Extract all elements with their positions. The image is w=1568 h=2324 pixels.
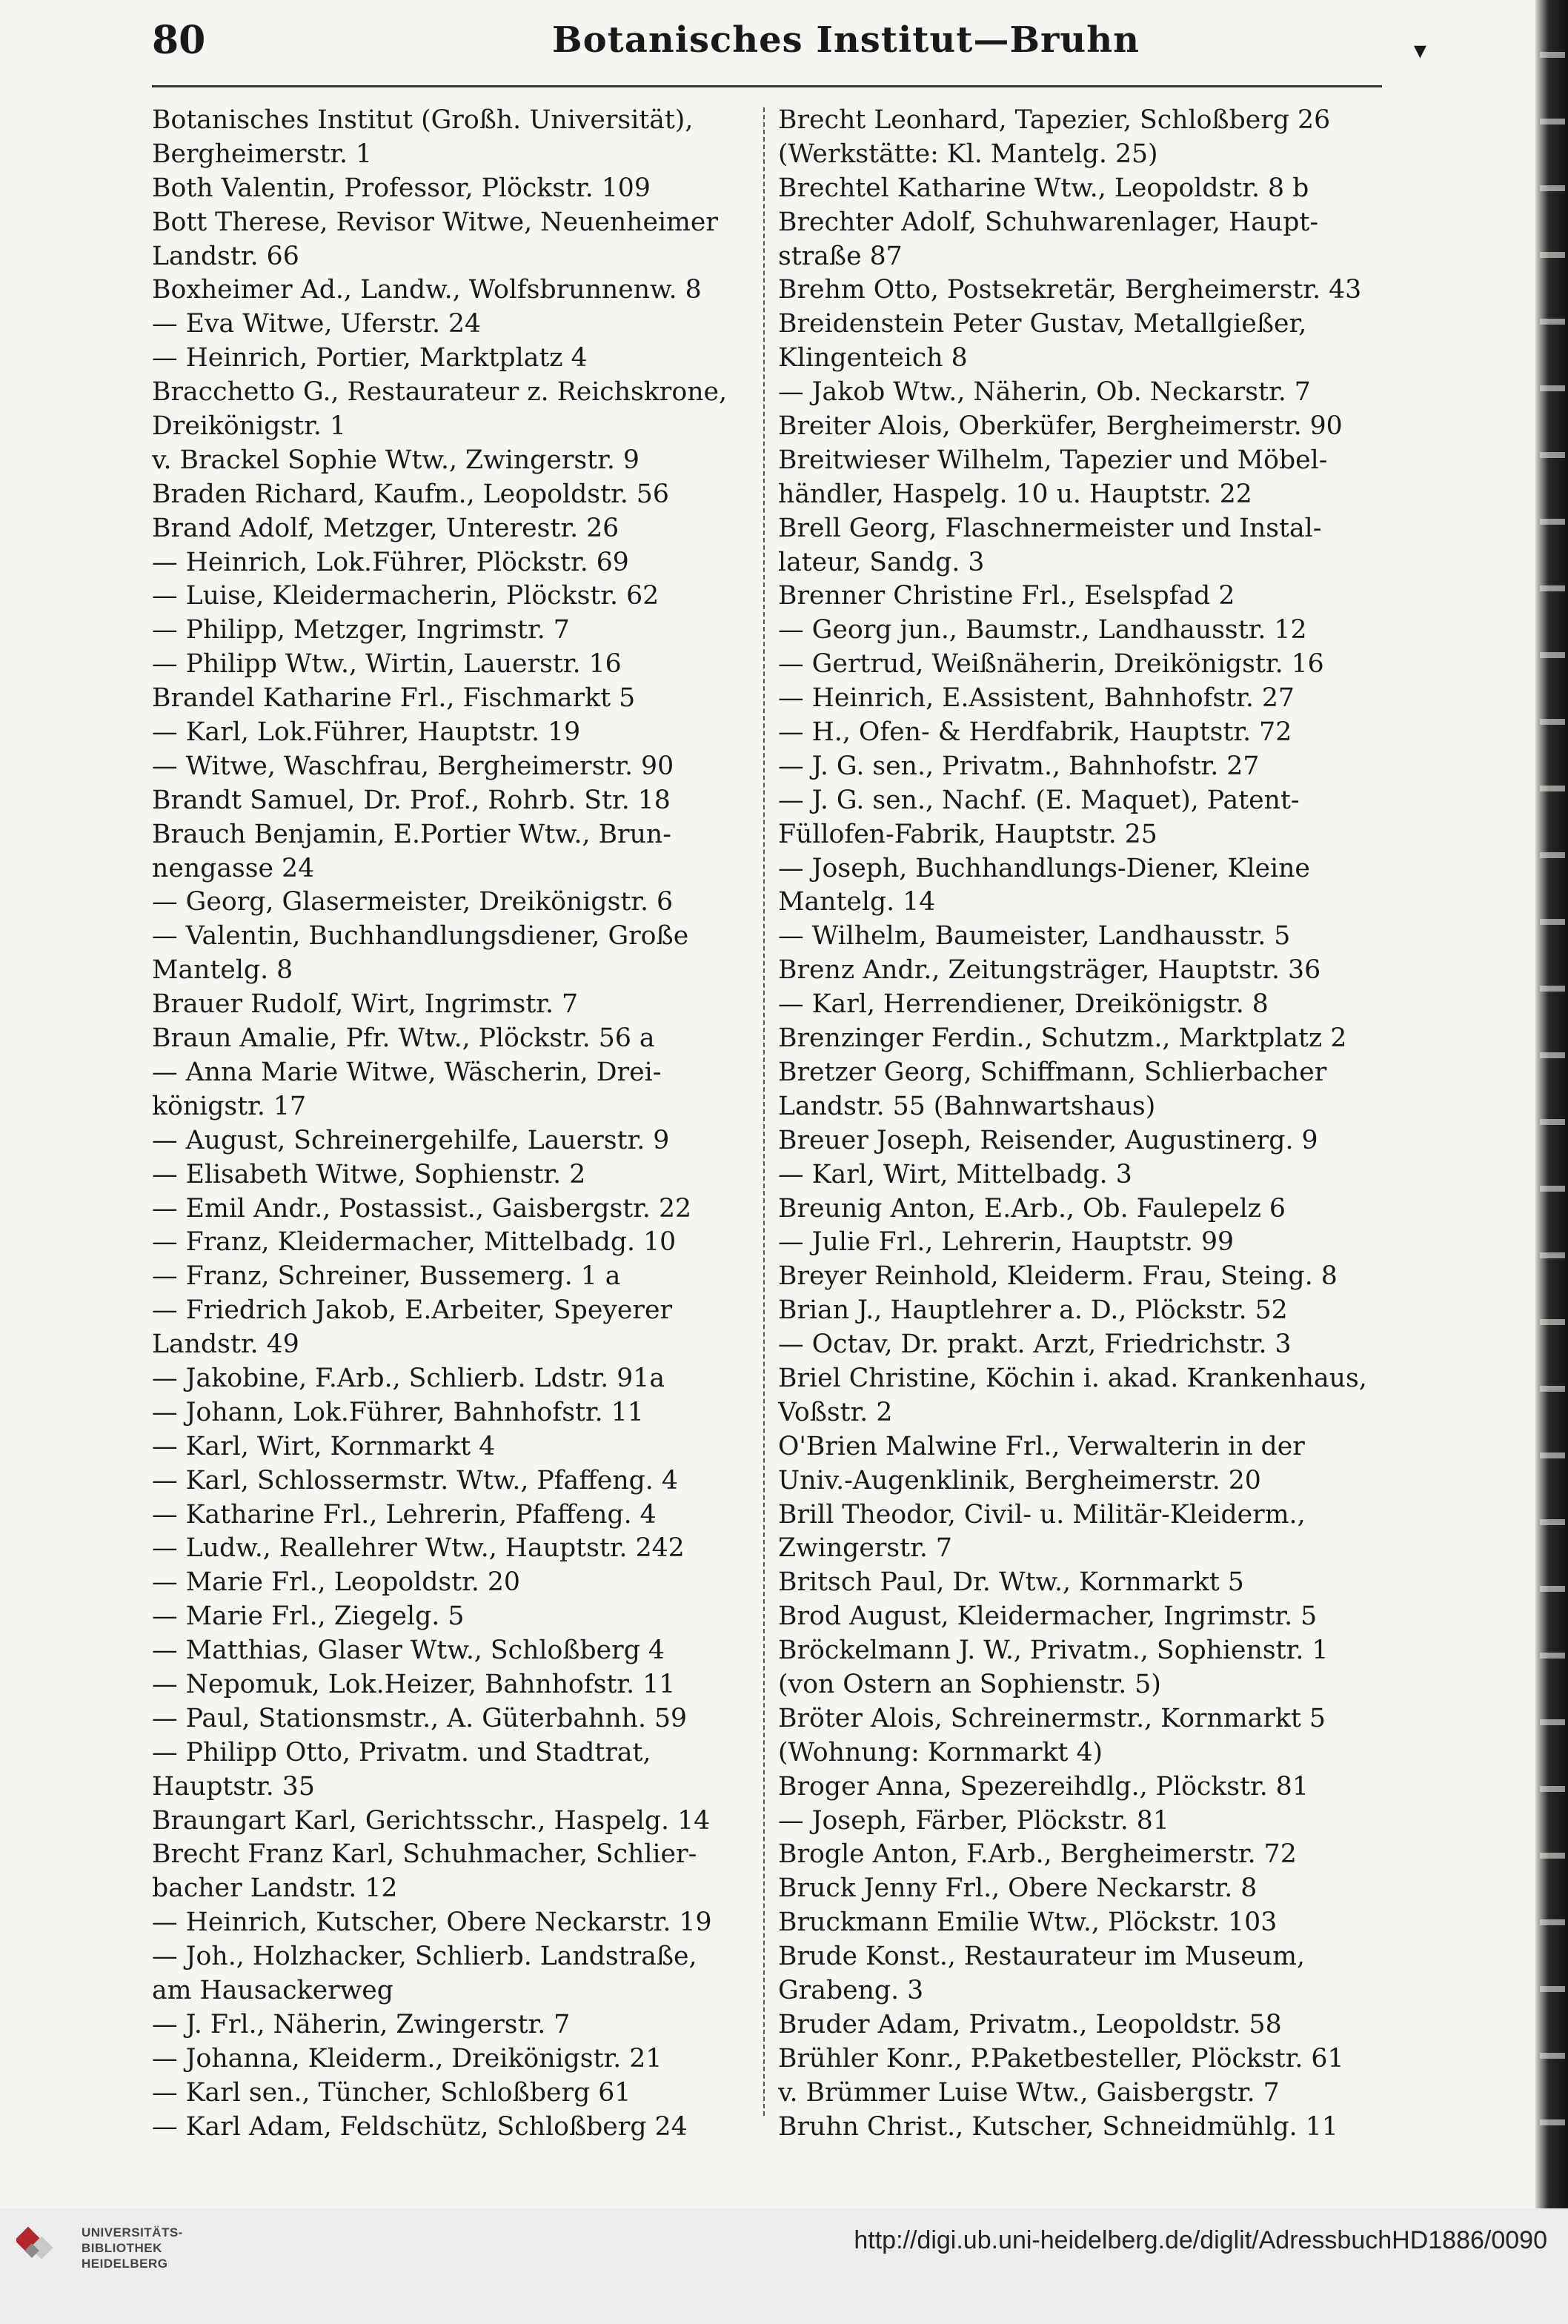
directory-entry-line: — Karl, Herrendiener, Dreikönigstr. 8: [778, 989, 1269, 1020]
directory-entry-line: Bruckmann Emilie Wtw., Plöckstr. 103: [778, 1908, 1278, 1938]
directory-entry-line: — Anna Marie Witwe, Wäscherin, Drei-: [152, 1057, 662, 1087]
directory-entry-line: Britsch Paul, Dr. Wtw., Kornmarkt 5: [778, 1567, 1244, 1598]
directory-entry-line: händler, Haspelg. 10 u. Hauptstr. 22: [778, 479, 1252, 509]
directory-entry-line: — Johanna, Kleiderm., Dreikönigstr. 21: [152, 2043, 662, 2074]
directory-entry-line: — Georg jun., Baumstr., Landhausstr. 12: [778, 615, 1307, 645]
directory-entry-line: am Hausackerweg: [152, 1975, 393, 2005]
directory-entry-line: Brenz Andr., Zeitungsträger, Hauptstr. 36: [778, 955, 1321, 986]
directory-entry-line: — Franz, Schreiner, Bussemerg. 1 a: [152, 1261, 621, 1292]
directory-entry-line: Bott Therese, Revisor Witwe, Neuenheimer: [152, 207, 718, 237]
directory-entry-line: — Jakob Wtw., Näherin, Ob. Neckarstr. 7: [778, 377, 1311, 408]
directory-entry-line: — Franz, Kleidermacher, Mittelbadg. 10: [152, 1227, 677, 1258]
directory-entry-line: Breitwieser Wilhelm, Tapezier und Möbel-: [778, 445, 1328, 475]
directory-entry-line: Brechter Adolf, Schuhwarenlager, Haupt-: [778, 207, 1319, 237]
corner-mark-icon: ▾: [1413, 36, 1426, 65]
directory-entry-line: — Luise, Kleidermacherin, Plöckstr. 62: [152, 581, 660, 611]
directory-entry-line: Landstr. 66: [152, 241, 299, 271]
directory-entry-line: — Philipp Wtw., Wirtin, Lauerstr. 16: [152, 649, 622, 680]
directory-entry-line: Brechtel Katharine Wtw., Leopoldstr. 8 b: [778, 173, 1309, 203]
directory-entry-line: — Joh., Holzhacker, Schlierb. Landstraße,: [152, 1942, 697, 1972]
directory-entry-line: — Valentin, Buchhandlungsdiener, Große: [152, 921, 689, 952]
directory-entry-line: — Karl, Wirt, Kornmarkt 4: [152, 1431, 496, 1461]
directory-entry-line: Bruck Jenny Frl., Obere Neckarstr. 8: [778, 1873, 1258, 1904]
directory-entry-line: — Georg, Glasermeister, Dreikönigstr. 6: [152, 887, 674, 917]
university-library-logo-icon: [16, 2223, 59, 2266]
column-divider: [763, 107, 765, 2116]
directory-entry-line: Brauch Benjamin, E.Portier Wtw., Brun-: [152, 819, 671, 849]
directory-entry-line: Brühler Konr., P.Paketbesteller, Plöckstr. 61: [778, 2043, 1344, 2074]
directory-entry-line: — J. G. sen., Privatm., Bahnhofstr. 27: [778, 751, 1260, 781]
directory-entry-line: Brand Adolf, Metzger, Unterestr. 26: [152, 513, 619, 543]
directory-entry-line: Braungart Karl, Gerichtsschr., Haspelg. 14: [152, 1805, 711, 1836]
institution-line-3: HEIDELBERG: [82, 2257, 168, 2271]
directory-entry-line: Breidenstein Peter Gustav, Metallgießer,: [778, 309, 1307, 339]
directory-entry-line: Klingenteich 8: [778, 343, 968, 374]
directory-entry-line: Brecht Franz Karl, Schuhmacher, Schlier-: [152, 1839, 697, 1870]
directory-entry-line: bacher Landstr. 12: [152, 1873, 398, 1904]
directory-entry-line: Briel Christine, Köchin i. akad. Krankenhaus,: [778, 1363, 1367, 1393]
directory-entry-line: O'Brien Malwine Frl., Verwalterin in der: [778, 1431, 1305, 1461]
directory-entry-line: Bröter Alois, Schreinermstr., Kornmarkt 5: [778, 1703, 1326, 1733]
directory-entry-line: — Philipp Otto, Privatm. und Stadtrat,: [152, 1737, 651, 1767]
directory-entry-line: — Emil Andr., Postassist., Gaisbergstr. 22: [152, 1193, 692, 1224]
institution-line-1: UNIVERSITÄTS-: [82, 2225, 183, 2240]
directory-entry-line: — Karl, Schlossermstr. Wtw., Pfaffeng. 4: [152, 1465, 678, 1495]
directory-entry-line: Brehm Otto, Postsekretär, Bergheimerstr. 43: [778, 275, 1362, 305]
directory-entry-line: — Philipp, Metzger, Ingrimstr. 7: [152, 615, 570, 645]
directory-entry-line: (von Ostern an Sophienstr. 5): [778, 1669, 1161, 1699]
directory-entry-line: Füllofen-Fabrik, Hauptstr. 25: [778, 819, 1157, 849]
directory-entry-line: Landstr. 55 (Bahnwartshaus): [778, 1091, 1156, 1121]
directory-entry-line: Bergheimerstr. 1: [152, 139, 373, 169]
directory-entry-line: — Heinrich, Portier, Marktplatz 4: [152, 343, 588, 374]
footer-bar: [0, 2208, 1568, 2324]
directory-entry-line: Braun Amalie, Pfr. Wtw., Plöckstr. 56 a: [152, 1023, 655, 1054]
directory-entry-line: Voßstr. 2: [778, 1397, 893, 1427]
directory-entry-line: — Karl Adam, Feldschütz, Schloßberg 24: [152, 2111, 688, 2142]
directory-entry-line: Brogle Anton, F.Arb., Bergheimerstr. 72: [778, 1839, 1297, 1870]
right-column: [778, 104, 1393, 2144]
directory-entry-line: Breiter Alois, Oberküfer, Bergheimerstr. 90: [778, 411, 1343, 442]
directory-entry-line: Brell Georg, Flaschnermeister und Instal-: [778, 513, 1322, 543]
institution-name: [82, 2225, 183, 2271]
directory-entry-line: Bruder Adam, Privatm., Leopoldstr. 58: [778, 2009, 1282, 2039]
directory-entry-line: Brenzinger Ferdin., Schutzm., Marktplatz 2: [778, 1023, 1347, 1054]
directory-entry-line: — Heinrich, Lok.Führer, Plöckstr. 69: [152, 547, 629, 577]
directory-entry-line: — Nepomuk, Lok.Heizer, Bahnhofstr. 11: [152, 1669, 676, 1699]
directory-entry-line: — J. G. sen., Nachf. (E. Maquet), Patent-: [778, 785, 1300, 815]
directory-entry-line: nengasse 24: [152, 853, 315, 883]
directory-entry-line: Brandel Katharine Frl., Fischmarkt 5: [152, 683, 636, 714]
page-header: [152, 13, 1426, 73]
directory-entry-line: straße 87: [778, 241, 903, 271]
edge-texture: [1540, 22, 1565, 2171]
directory-entry-line: Brod August, Kleidermacher, Ingrimstr. 5: [778, 1601, 1318, 1632]
directory-entry-line: Breuer Joseph, Reisender, Augustinerg. 9: [778, 1125, 1318, 1155]
directory-entry-line: v. Brackel Sophie Wtw., Zwingerstr. 9: [152, 445, 640, 475]
directory-entry-line: — Jakobine, F.Arb., Schlierb. Ldstr. 91a: [152, 1363, 665, 1393]
directory-entry-line: — Marie Frl., Leopoldstr. 20: [152, 1567, 520, 1598]
directory-entry-line: Brian J., Hauptlehrer a. D., Plöckstr. 52: [778, 1295, 1288, 1326]
directory-entry-line: — August, Schreinergehilfe, Lauerstr. 9: [152, 1125, 670, 1155]
directory-entry-line: Zwingerstr. 7: [778, 1533, 952, 1564]
directory-entry-line: — Karl sen., Tüncher, Schloßberg 61: [152, 2077, 631, 2108]
directory-entry-line: — Wilhelm, Baumeister, Landhausstr. 5: [778, 921, 1291, 952]
directory-entry-line: — Octav, Dr. prakt. Arzt, Friedrichstr. 3: [778, 1329, 1292, 1360]
directory-entry-line: Mantelg. 14: [778, 887, 936, 917]
directory-entry-line: königstr. 17: [152, 1091, 307, 1121]
directory-entry-line: — Ludw., Reallehrer Wtw., Hauptstr. 242: [152, 1533, 685, 1564]
directory-entry-line: — Witwe, Waschfrau, Bergheimerstr. 90: [152, 751, 674, 781]
directory-entry-line: — Marie Frl., Ziegelg. 5: [152, 1601, 465, 1632]
directory-entry-line: Brill Theodor, Civil- u. Militär-Kleiderm.,: [778, 1499, 1306, 1530]
directory-entry-line: Bracchetto G., Restaurateur z. Reichskrone,: [152, 377, 728, 408]
directory-entry-line: Broger Anna, Spezereihdlg., Plöckstr. 81: [778, 1771, 1309, 1802]
directory-entry-line: — Elisabeth Witwe, Sophienstr. 2: [152, 1159, 586, 1189]
directory-entry-line: — Katharine Frl., Lehrerin, Pfaffeng. 4: [152, 1499, 657, 1530]
directory-entry-line: Both Valentin, Professor, Plöckstr. 109: [152, 173, 651, 203]
directory-entry-line: — Joseph, Buchhandlungs-Diener, Kleine: [778, 853, 1310, 883]
directory-entry-line: v. Brümmer Luise Wtw., Gaisbergstr. 7: [778, 2077, 1280, 2108]
directory-entry-line: — Johann, Lok.Führer, Bahnhofstr. 11: [152, 1397, 644, 1427]
directory-entry-line: Brauer Rudolf, Wirt, Ingrimstr. 7: [152, 989, 579, 1020]
page-number: 80: [152, 18, 206, 63]
directory-entry-line: Bretzer Georg, Schiffmann, Schlierbacher: [778, 1057, 1327, 1087]
directory-entry-line: — Friedrich Jakob, E.Arbeiter, Speyerer: [152, 1295, 673, 1326]
header-rule: [152, 85, 1382, 87]
directory-entry-line: — Matthias, Glaser Wtw., Schloßberg 4: [152, 1636, 665, 1666]
directory-entry-line: — H., Ofen- & Herdfabrik, Hauptstr. 72: [778, 717, 1292, 748]
directory-entry-line: Braden Richard, Kaufm., Leopoldstr. 56: [152, 479, 669, 509]
directory-entry-line: Grabeng. 3: [778, 1975, 924, 2005]
directory-entry-line: Botanisches Institut (Großh. Universität),: [152, 105, 694, 135]
directory-entry-line: Univ.-Augenklinik, Bergheimerstr. 20: [778, 1465, 1261, 1495]
directory-entry-line: Boxheimer Ad., Landw., Wolfsbrunnenw. 8: [152, 275, 702, 305]
directory-entry-line: (Werkstätte: Kl. Mantelg. 25): [778, 139, 1158, 169]
directory-entry-line: — Joseph, Färber, Plöckstr. 81: [778, 1805, 1169, 1836]
directory-entry-line: Dreikönigstr. 1: [152, 411, 346, 442]
directory-entry-line: — Heinrich, Kutscher, Obere Neckarstr. 19: [152, 1908, 712, 1938]
directory-entry-line: — Eva Witwe, Uferstr. 24: [152, 309, 482, 339]
left-column: [152, 104, 767, 2144]
directory-entry-line: Landstr. 49: [152, 1329, 299, 1360]
institution-line-2: BIBLIOTHEK: [82, 2241, 162, 2255]
directory-entry-line: — Gertrud, Weißnäherin, Dreikönigstr. 16: [778, 649, 1324, 680]
directory-entry-line: Brandt Samuel, Dr. Prof., Rohrb. Str. 18: [152, 785, 671, 815]
directory-entry-line: — Karl, Lok.Führer, Hauptstr. 19: [152, 717, 581, 748]
directory-entry-line: Bröckelmann J. W., Privatm., Sophienstr. 1: [778, 1636, 1329, 1666]
directory-entry-line: lateur, Sandg. 3: [778, 547, 985, 577]
running-head: Botanisches Institut—Bruhn: [552, 19, 1140, 61]
directory-entry-line: — J. Frl., Näherin, Zwingerstr. 7: [152, 2009, 571, 2039]
directory-entry-line: Bruhn Christ., Kutscher, Schneidmühlg. 11: [778, 2111, 1338, 2142]
directory-entry-line: Brenner Christine Frl., Eselspfad 2: [778, 581, 1235, 611]
directory-entry-line: — Paul, Stationsmstr., A. Güterbahnh. 59: [152, 1703, 688, 1733]
directory-entry-line: — Karl, Wirt, Mittelbadg. 3: [778, 1159, 1132, 1189]
source-url-link[interactable]: http://digi.ub.uni-heidelberg.de/diglit/AdressbuchHD1886/0090: [854, 2226, 1547, 2254]
directory-entry-line: Hauptstr. 35: [152, 1771, 315, 1802]
directory-entry-line: — Julie Frl., Lehrerin, Hauptstr. 99: [778, 1227, 1235, 1258]
directory-entry-line: (Wohnung: Kornmarkt 4): [778, 1737, 1103, 1767]
directory-entry-line: Brecht Leonhard, Tapezier, Schloßberg 26: [778, 105, 1331, 135]
directory-entry-line: — Heinrich, E.Assistent, Bahnhofstr. 27: [778, 683, 1295, 714]
directory-entry-line: Brude Konst., Restaurateur im Museum,: [778, 1942, 1305, 1972]
scan-edge: [1535, 0, 1568, 2208]
directory-entry-line: Breyer Reinhold, Kleiderm. Frau, Steing. 8: [778, 1261, 1338, 1292]
directory-entry-line: Mantelg. 8: [152, 955, 293, 986]
directory-entry-line: Breunig Anton, E.Arb., Ob. Faulepelz 6: [778, 1193, 1286, 1224]
